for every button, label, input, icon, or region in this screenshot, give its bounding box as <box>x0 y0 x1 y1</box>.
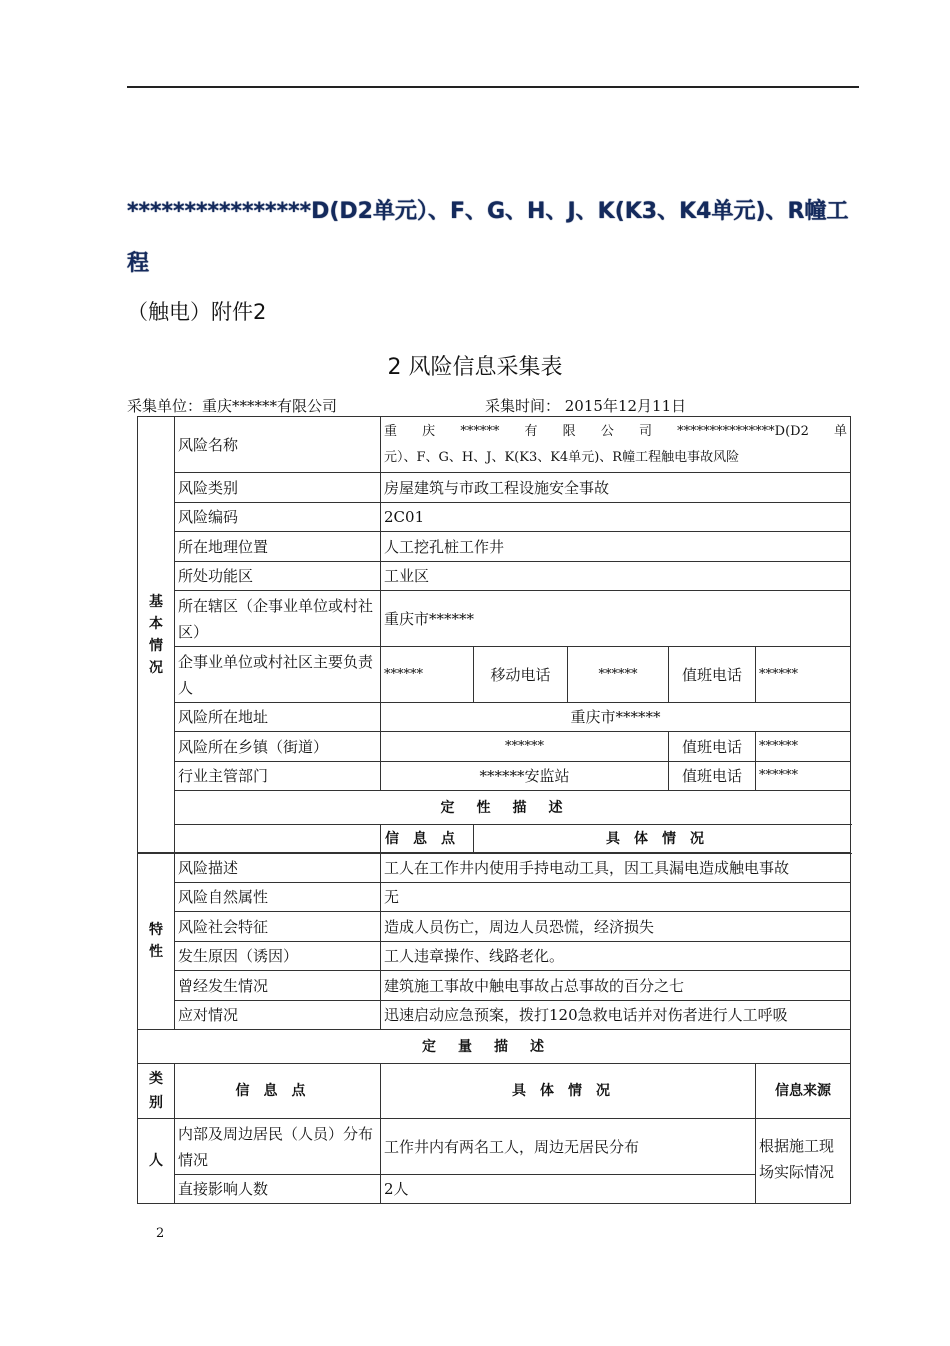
dept-phone-value: ****** <box>756 762 851 791</box>
quantitative-section-header: 定量描述 <box>138 1030 851 1064</box>
qual-row-value: 迅速启动应急预案，拨打120急救电话并对伤者进行人工呼吸 <box>381 1001 851 1030</box>
risk-info-table <box>137 416 851 854</box>
qualitative-blank-cell <box>175 825 381 854</box>
quantitative-col-info: 信息点 <box>175 1064 381 1119</box>
risk-name-line2: 元）、F、G、H、J、K(K3、K4单元)、R幢工程触电事故风险 <box>384 449 740 465</box>
info-source-value: 根据施工现场实际情况 <box>756 1119 851 1204</box>
characteristics-label: 特性 <box>138 853 175 1030</box>
town-value: ****** <box>381 732 669 762</box>
qual-row-label: 风险描述 <box>175 853 381 883</box>
district-label: 所在辖区（企事业单位或村社区） <box>175 591 381 647</box>
quantitative-col-type: 类别 <box>138 1064 175 1119</box>
people-label: 人 <box>138 1119 175 1204</box>
risk-name-value <box>381 417 851 473</box>
risk-code-value: 2C01 <box>381 503 851 532</box>
qual-row-value: 工人违章操作、线路老化。 <box>381 942 851 971</box>
owner-label: 企事业单位或村社区主要负责人 <box>175 647 381 703</box>
qual-row-value: 造成人员伤亡，周边人员恐慌，经济损失 <box>381 912 851 942</box>
qual-row-label: 发生原因（诱因） <box>175 942 381 971</box>
zone-value: 工业区 <box>381 562 851 591</box>
risk-name-line1: 重庆******有限公司***************D(D2单 <box>384 423 848 439</box>
location-value: 人工挖孔桩工作井 <box>381 532 851 562</box>
mobile-value: ****** <box>568 647 669 703</box>
risk-code-label: 风险编码 <box>175 503 381 532</box>
qualitative-col-info: 信息点 <box>381 825 474 854</box>
qualitative-col-detail: 具体情况 <box>474 825 851 854</box>
town-label: 风险所在乡镇（街道） <box>175 732 381 762</box>
qual-row-value: 无 <box>381 883 851 912</box>
quant-row-value: 2人 <box>381 1175 756 1204</box>
address-value: 重庆市****** <box>381 703 851 732</box>
table-title: 2 风险信息采集表 <box>387 355 563 380</box>
qual-row-label: 风险社会特征 <box>175 912 381 942</box>
quant-row-label: 内部及周边居民（人员）分布情况 <box>175 1119 381 1175</box>
quantitative-col-detail: 具体情况 <box>381 1064 756 1119</box>
quant-row-value: 工作井内有两名工人，周边无居民分布 <box>381 1119 756 1175</box>
mobile-label: 移动电话 <box>474 647 568 703</box>
basic-info-label: 基本情况 <box>138 417 175 854</box>
header-rule <box>127 86 859 88</box>
risk-info-table-characteristics <box>137 852 851 1204</box>
quant-row-label: 直接影响人数 <box>175 1175 381 1204</box>
document-heading: ****************D(D2单元）、F、G、H、J、K(K3、K4单元)、R幢工程 <box>127 199 849 276</box>
collection-unit: 采集单位：重庆******有限公司 <box>127 397 338 415</box>
page-number: 2 <box>156 1226 165 1241</box>
risk-category-value: 房屋建筑与市政工程设施安全事故 <box>381 473 851 503</box>
qualitative-section-header: 定性描述 <box>175 791 851 825</box>
owner-value: ****** <box>381 647 474 703</box>
collection-time: 采集时间： 2015年12月11日 <box>485 397 687 415</box>
qual-row-value: 工人在工作井内使用手持电动工具，因工具漏电造成触电事故 <box>381 853 851 883</box>
duty-phone-value: ****** <box>756 647 851 703</box>
district-value: 重庆市****** <box>381 591 851 647</box>
risk-category-label: 风险类别 <box>175 473 381 503</box>
duty-phone-label: 值班电话 <box>669 647 756 703</box>
dept-phone-label: 值班电话 <box>669 762 756 791</box>
zone-label: 所处功能区 <box>175 562 381 591</box>
risk-name-label: 风险名称 <box>175 417 381 473</box>
town-phone-label: 值班电话 <box>669 732 756 762</box>
address-label: 风险所在地址 <box>175 703 381 732</box>
dept-value: ******安监站 <box>381 762 669 791</box>
document-subheading: （触电）附件2 <box>127 300 267 324</box>
qual-row-label: 曾经发生情况 <box>175 971 381 1001</box>
town-phone-value: ****** <box>756 732 851 762</box>
quantitative-col-source: 信息来源 <box>756 1064 851 1119</box>
qual-row-value: 建筑施工事故中触电事故占总事故的百分之七 <box>381 971 851 1001</box>
dept-label: 行业主管部门 <box>175 762 381 791</box>
qual-row-label: 应对情况 <box>175 1001 381 1030</box>
location-label: 所在地理位置 <box>175 532 381 562</box>
qual-row-label: 风险自然属性 <box>175 883 381 912</box>
